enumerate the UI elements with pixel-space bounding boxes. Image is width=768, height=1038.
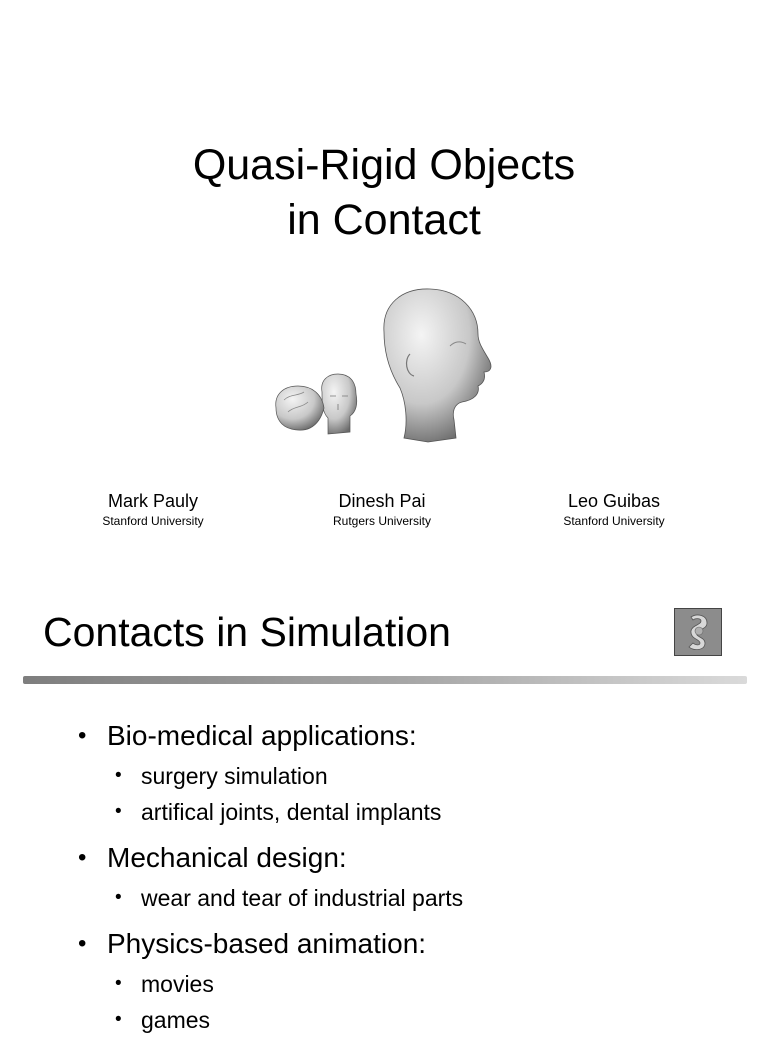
sub-bullet-item: • games: [0, 1002, 768, 1038]
bullet-list: [0, 716, 768, 1038]
three-sculpted-heads-image: [264, 272, 520, 458]
bullet-text: Bio-medical applications:: [107, 720, 417, 751]
slide-title-line-1: Quasi-Rigid Objects: [192, 141, 576, 189]
bullet-item: [0, 838, 768, 916]
author-affiliation: Rutgers University: [332, 514, 432, 528]
author-affiliation: Stanford University: [102, 514, 204, 528]
author-affiliation: Stanford University: [563, 514, 665, 528]
bullet-item: [0, 924, 768, 1038]
stanford-graphics-logo-icon: [674, 608, 722, 656]
author-dinesh-pai: [282, 490, 482, 529]
sub-bullet-item: • wear and tear of industrial parts: [0, 880, 768, 916]
author-name: Dinesh Pai: [338, 491, 426, 511]
bullet-item: [0, 716, 768, 830]
author-name: Mark Pauly: [107, 491, 199, 511]
author-mark-pauly: [53, 490, 253, 529]
title-divider: [23, 676, 747, 684]
slide-title-line-2: in Contact: [287, 196, 481, 244]
slide-title: [0, 138, 768, 248]
author-name: Leo Guibas: [567, 491, 661, 511]
sub-bullet-item: • artifical joints, dental implants: [0, 794, 768, 830]
sub-bullet-item: • surgery simulation: [0, 758, 768, 794]
author-leo-guibas: [514, 490, 714, 529]
bullet-text: Mechanical design:: [107, 842, 347, 873]
section-title: Contacts in Simulation: [43, 609, 451, 655]
sub-bullet-item: • movies: [0, 966, 768, 1002]
bullet-text: Physics-based animation:: [107, 928, 427, 959]
